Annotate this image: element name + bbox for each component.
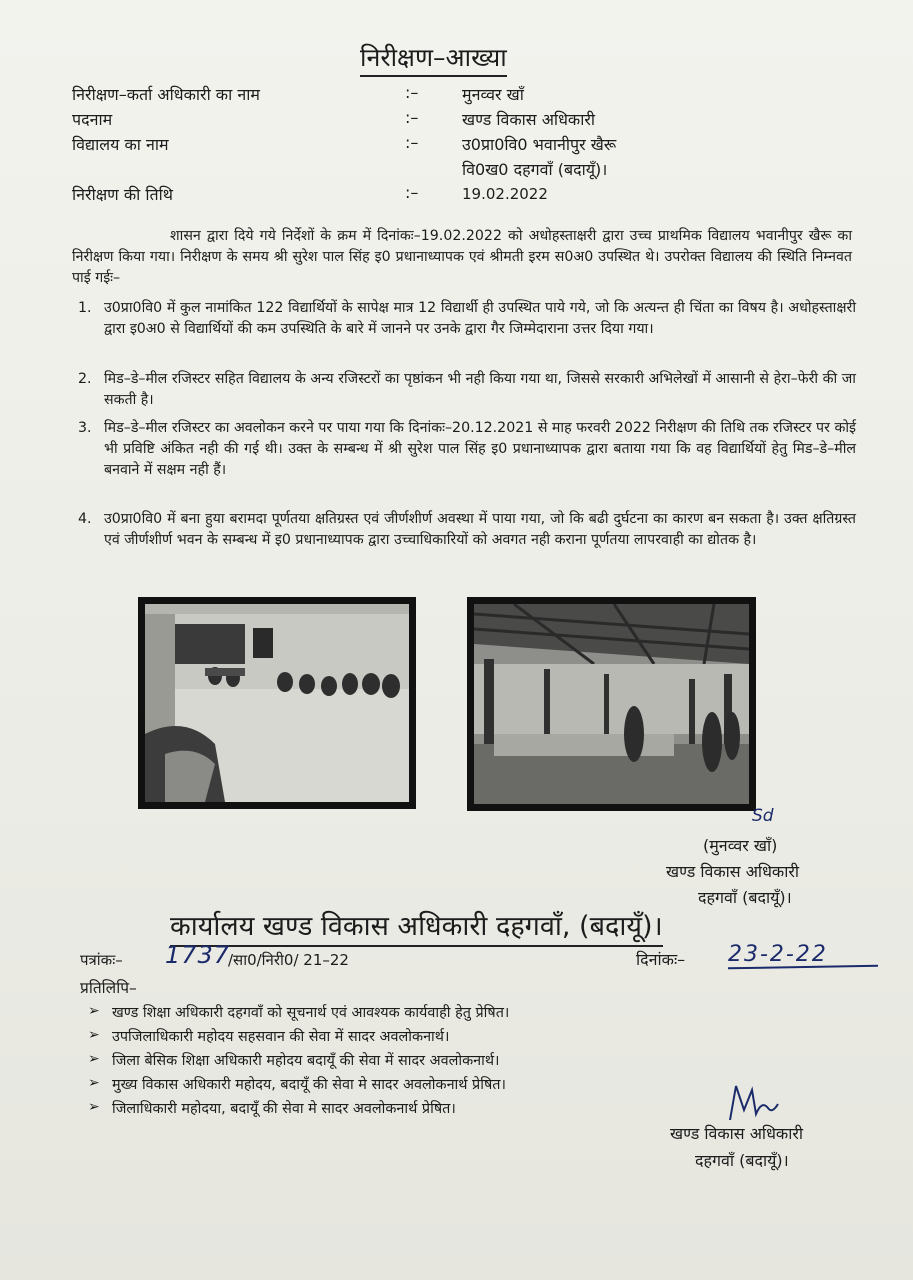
signatory-place: दहगवाँ (बदायूँ)।: [695, 1151, 789, 1170]
finding-item: [78, 509, 856, 551]
meta-sep: :–: [405, 108, 419, 127]
patrank-printed: /सा0/निरी0/ 21–22: [228, 951, 349, 969]
signatory-designation: खण्ड विकास अधिकारी: [670, 1124, 804, 1143]
meta-label-inspector: निरीक्षण–कर्ता अधिकारी का नाम: [72, 85, 260, 104]
cc-item: [88, 1075, 506, 1094]
cc-label: प्रतिलिपि–: [80, 979, 137, 997]
meta-value-date: 19.02.2022: [462, 185, 548, 203]
arrow-right-icon: ➢: [88, 1075, 100, 1091]
office-heading: कार्यालय खण्ड विकास अधिकारी दहगवाँ, (बदायूँ)।: [170, 906, 663, 947]
dinank-label: दिनांकः–: [636, 950, 686, 969]
cc-item-text: मुख्य विकास अधिकारी महोदय, बदायूँ की सेवा मे सादर अवलोकनार्थ प्रेषित।: [112, 1077, 506, 1093]
finding-text: उ0प्रा0वि0 में बना हुया बरामदा पूर्णतया क्षतिग्रस्त एवं जीर्णशीर्ण अवस्था में पाया गया, जो कि बढी दुर्घटना का कारण बन सकता है। उक्त क्षतिग्रस्त एवं जीर्णशीर्ण भवन के सम्बन्ध में इ0 प्रधानाध्यापक द्वारा उच्चाधिकारियों को अवगत नही कराना पूर्णतया लापरवाही का द्योतक है।: [104, 511, 856, 548]
meta-value-designation: खण्ड विकास अधिकारी: [462, 110, 596, 129]
arrow-right-icon: ➢: [88, 1099, 100, 1115]
classroom-photo: [138, 597, 416, 809]
initials-signature: Sd: [752, 806, 774, 826]
page-title: निरीक्षण–आख्या: [360, 40, 507, 77]
arrow-right-icon: ➢: [88, 1003, 100, 1019]
finding-number: 2.: [78, 371, 92, 387]
cc-item-text: उपजिलाधिकारी महोदय सहसवान की सेवा में सादर अवलोकनार्थ।: [112, 1029, 450, 1045]
finding-item: [78, 298, 856, 340]
meta-label-date: निरीक्षण की तिथि: [72, 185, 173, 204]
meta-label-school: विद्यालय का नाम: [72, 135, 169, 154]
finding-number: 3.: [78, 420, 92, 436]
signatory-designation: खण्ड विकास अधिकारी: [666, 862, 800, 881]
finding-number: 4.: [78, 511, 92, 527]
arrow-right-icon: ➢: [88, 1051, 100, 1067]
patrank-label: पत्रांकः–: [80, 951, 123, 969]
cc-item: [88, 1027, 450, 1046]
meta-value-school: उ0प्रा0वि0 भवानीपुर खैरू: [462, 135, 617, 154]
cc-item: [88, 1003, 510, 1022]
meta-value-inspector: मुनव्वर खाँ: [462, 85, 524, 104]
meta-sep: :–: [405, 83, 419, 102]
cc-item-text: जिलाधिकारी महोदया, बदायूँ की सेवा मे सादर अवलोकनार्थ प्रेषित।: [112, 1101, 456, 1117]
signatory-name: (मुनव्वर खाँ): [703, 836, 778, 855]
patrank-handwritten: 1737: [165, 941, 231, 969]
cc-item: [88, 1051, 500, 1070]
verandah-photo: [467, 597, 756, 811]
finding-item: [78, 369, 856, 411]
dinank-handwritten: 23-2-22: [728, 942, 828, 967]
cc-item-text: खण्ड शिक्षा अधिकारी दहगवाँ को सूचनार्थ एवं आवश्यक कार्यवाही हेतु प्रेषित।: [112, 1005, 510, 1021]
meta-label-designation: पदनाम: [72, 110, 113, 129]
finding-text: मिड–डे–मील रजिस्टर सहित विद्यालय के अन्य रजिस्टरों का पृष्ठांकन भी नही किया गया था, जिससे सरकारी अभिलेखों में आसानी से हेरा–फेरी की जा सकती है।: [104, 371, 856, 408]
finding-number: 1.: [78, 300, 92, 316]
meta-sep: :–: [405, 133, 419, 152]
cc-item-text: जिला बेसिक शिक्षा अधिकारी महोदय बदायूँ की सेवा में सादर अवलोकनार्थ।: [112, 1053, 500, 1069]
finding-text: उ0प्रा0वि0 में कुल नामांकित 122 विद्यार्थियों के सापेक्ष मात्र 12 विद्यार्थी ही उपस्थित पाये गये, जो कि अत्यन्त ही चिंता का विषय है। अधोहस्ताक्षरी द्वारा इ0अ0 से विद्यार्थियों की कम उपस्थिति के बारे में जानने पर उनके द्वारा गैर जिम्मेदाराना उत्तर दिया गया।: [104, 300, 856, 337]
signatory-place: दहगवाँ (बदायूँ)।: [698, 888, 792, 907]
cc-item: [88, 1099, 456, 1118]
handwritten-signature: [722, 1080, 782, 1128]
finding-item: [78, 418, 856, 481]
intro-paragraph: शासन द्वारा दिये गये निर्देशों के क्रम में दिनांकः–19.02.2022 को अधोहस्ताक्षरी द्वारा उच्च प्राथमिक विद्यालय भवानीपुर खैरू का निरीक्षण किया गया। निरीक्षण के समय श्री सुरेश पाल सिंह इ0 प्रधानाध्यापक एवं श्रीमती इरम स0अ0 उपस्थित थे। उपरोक्त विद्यालय की स्थिति निम्नवत पाई गईः–: [72, 228, 852, 286]
arrow-right-icon: ➢: [88, 1027, 100, 1043]
meta-value-block: वि0ख0 दहगवाँ (बदायूँ)।: [462, 160, 608, 179]
meta-sep: :–: [405, 183, 419, 202]
finding-text: मिड–डे–मील रजिस्टर का अवलोकन करने पर पाया गया कि दिनांकः–20.12.2021 से माह फरवरी 2022 निरीक्षण की तिथि तक रजिस्टर पर कोई भी प्रविष्टि अंकित नही की गई थी। उक्त के सम्बन्ध में श्री सुरेश पाल सिंह इ0 प्रधानाध्यापक द्वारा बताया गया कि वह विद्यार्थियों हेतु मिड–डे–मील बनवाने में सक्षम नही हैं।: [104, 420, 856, 478]
